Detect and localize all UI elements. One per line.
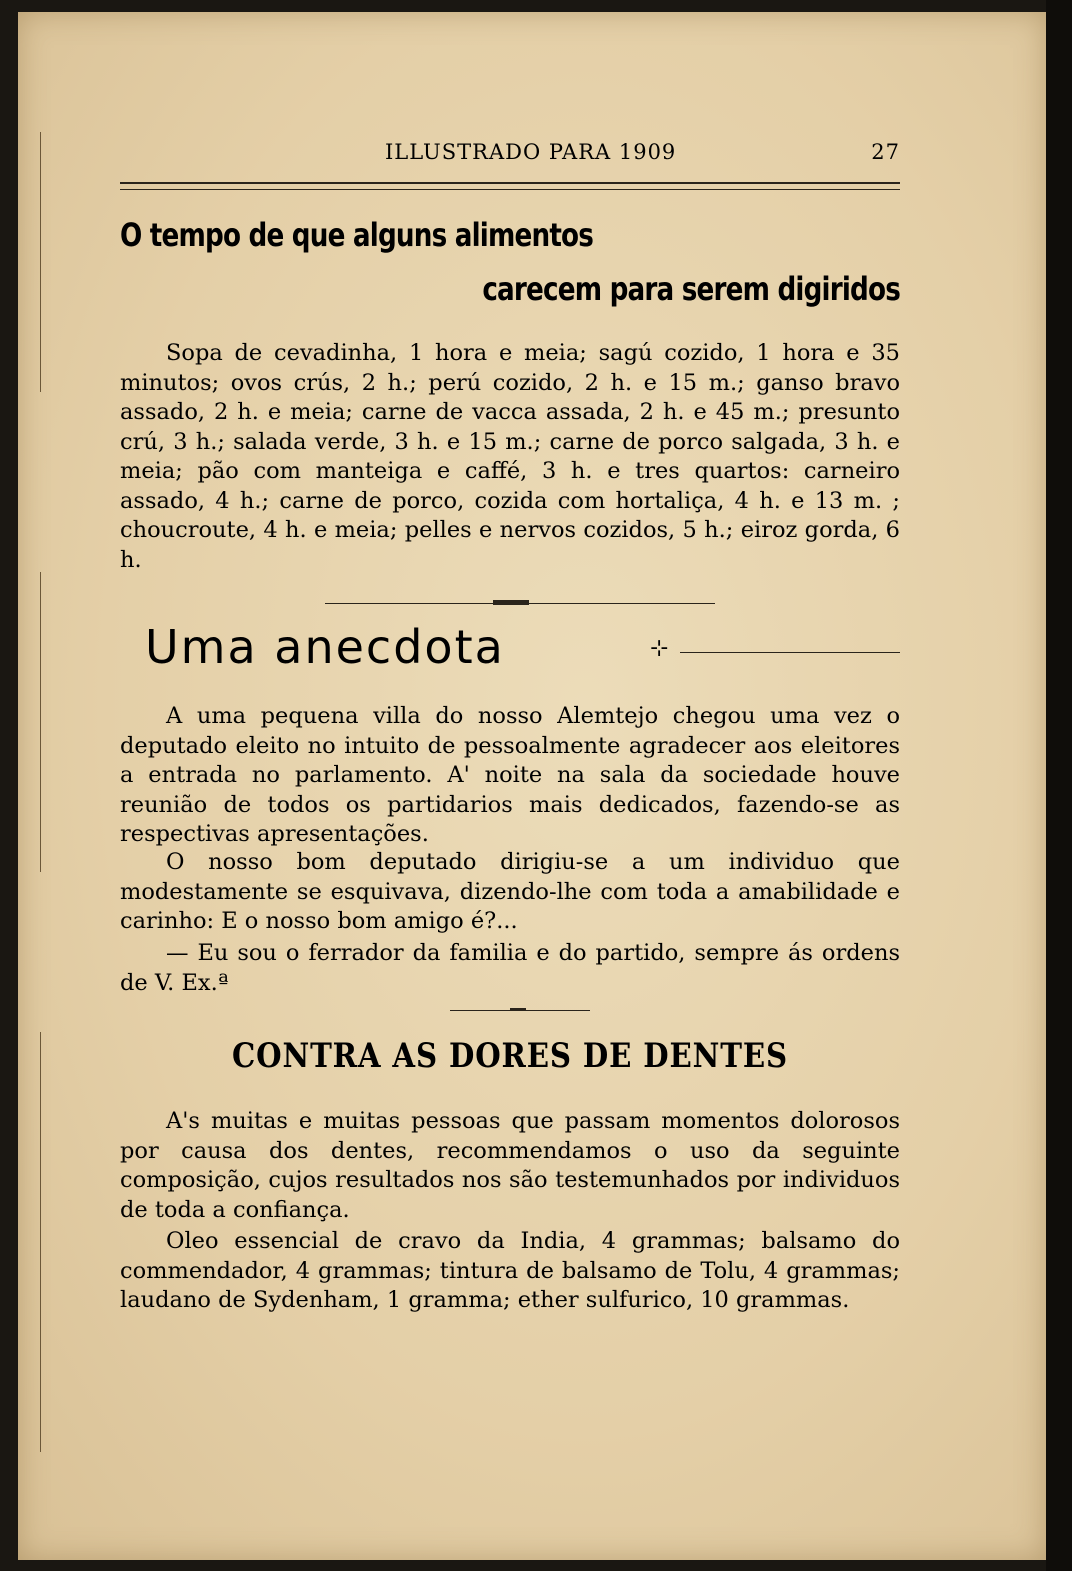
- header-rule: [120, 182, 900, 190]
- section-heading-line2: carecem para serem digiridos: [482, 270, 900, 308]
- anecdote-paragraph: A uma pequena villa do nosso Alemtejo chegou uma vez o deputado eleito no intuito de pessoalmente agradecer aos eleitores a entrada no parlamento. A' noite na sala da sociedade houve reunião de todos os partidarios mais dedicados, fazendo-se as respectivas apresentações.: [120, 703, 900, 847]
- running-header: [120, 140, 900, 170]
- anecdote-paragraph: O nosso bom deputado dirigiu-se a um individuo que modestamente se esquivava, dizendo-lhe com toda a amabilidade e carinho: E o nosso bom amigo é?...: [120, 849, 900, 934]
- running-title: ILLUSTRADO PARA 1909: [385, 140, 677, 164]
- toothache-heading: CONTRA AS DORES DE DENTES: [232, 1036, 788, 1076]
- digestion-times-paragraph: Sopa de cevadinha, 1 hora e meia; sagú cozido, 1 hora e 35 minutos; ovos crús, 2 h.; perú cozido, 2 h. e 15 m.; ganso bravo assado, 2 h. e meia; carne de vacca assada, 2 h. e 45 m.; presunto crú, 3 h.; salada verde, 3 h. e 15 m.; carne de porco salgada, 3 h. e meia; pão com manteiga e caffé, 3 h. e tres quartos: carneiro assado, 4 h.; carne de porco, cozida com hortaliça, 4 h. e 13 m. ; choucroute, 4 h. e meia; pelles e nervos cozidos, 5 h.; eiroz gorda, 6 h.: [120, 340, 900, 573]
- section-heading-line1: O tempo de que alguns alimentos: [120, 216, 594, 254]
- page-edge-mark: [40, 132, 41, 392]
- anecdote-heading: Uma anecdota: [145, 620, 505, 674]
- section-divider: [325, 603, 715, 604]
- ornament-icon: ⊹: [650, 636, 669, 661]
- section-divider: [450, 1010, 590, 1011]
- recipe-paragraph: Oleo essencial de cravo da India, 4 grammas; balsamo do commendador, 4 grammas; tintura de balsamo de Tolu, 4 grammas; laudano de Sydenham, 1 gramma; ether sulfurico, 10 grammas.: [120, 1228, 900, 1313]
- page-edge-mark: [40, 1032, 41, 1452]
- page-edge-mark: [40, 572, 41, 872]
- anecdote-paragraph: — Eu sou o ferrador da familia e do partido, sempre ás ordens de V. Ex.ª: [120, 940, 900, 996]
- page-number: 27: [871, 140, 900, 164]
- book-edge: [1046, 0, 1072, 1571]
- toothache-paragraph: A's muitas e muitas pessoas que passam momentos dolorosos por causa dos dentes, recommendamos o uso da seguinte composição, cujos resultados nos são testemunhados por individuos de toda a confiança.: [120, 1108, 900, 1223]
- heading-rule: [680, 652, 900, 653]
